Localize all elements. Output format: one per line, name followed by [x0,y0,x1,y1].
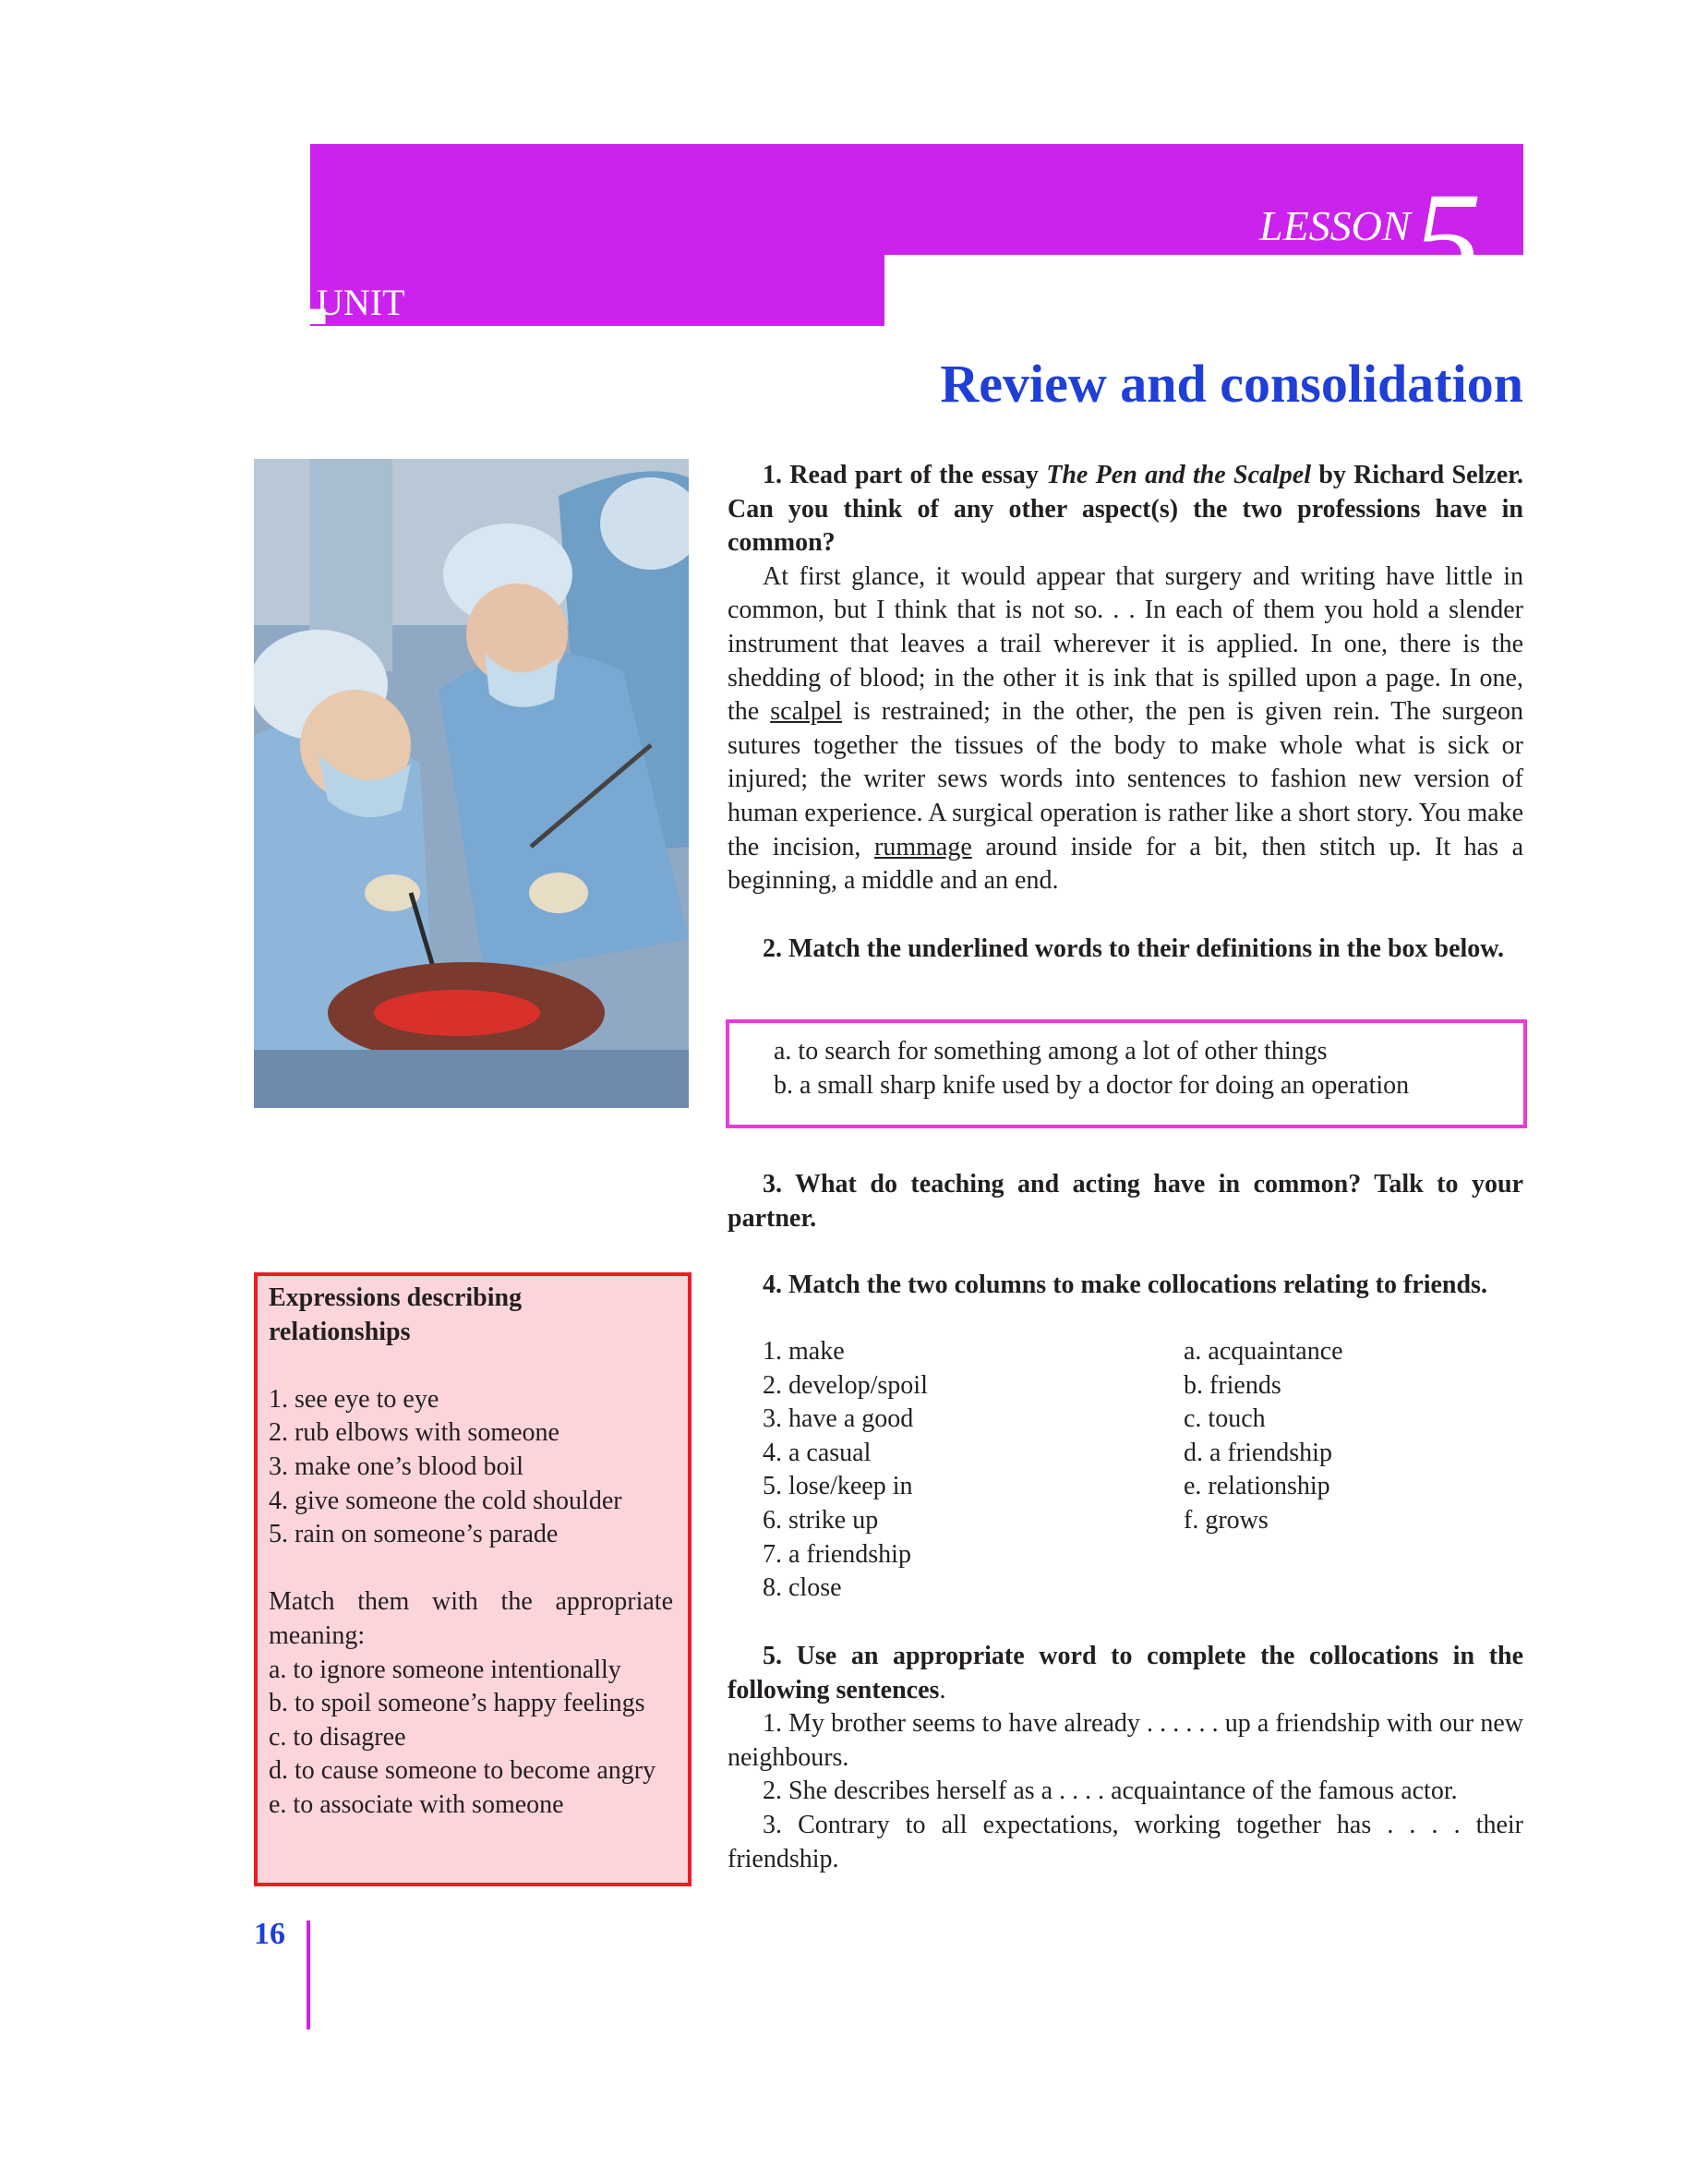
collocation-item: 3. have a good [763,1404,914,1434]
collocation-item: 8. close [763,1573,842,1603]
meaning-item: b. to spoil someone’s happy feelings [269,1689,645,1718]
sentence-item: 1. My brother seems to have already . . . . . . up a friendship with our new neighbours. [728,1709,1523,1772]
meaning-item: a. to ignore someone intentionally [269,1655,621,1684]
collocation-item: 6. strike up [763,1505,879,1535]
sentence-item: 3. Contrary to all expectations, working together has . . . . their friendship. [728,1810,1523,1873]
collocation-item: d. a friendship [1184,1438,1332,1467]
collocation-item: 7. a friendship [763,1539,911,1569]
meaning-item: d. to cause someone to become angry [269,1756,656,1786]
lesson-label: LESSON [1259,202,1411,249]
collocation-left-column [763,1335,928,1606]
collocation-item: 2. develop/spoil [763,1370,928,1400]
excerpt-text: around inside for a bit, then stitch up. It has a beginning, a middle and an end. [728,832,1524,896]
exercise-5-prompt [728,1640,1523,1707]
exercise-5 [728,1640,1523,1876]
unit-label: UNIT [317,282,405,323]
collocation-item: a. acquaintance [1184,1337,1343,1366]
collocation-item: b. friends [1184,1370,1281,1400]
definition-item: b. a small sharp knife used by a doctor for doing an operation [774,1070,1410,1100]
page-title: Review and consolidation [940,354,1523,414]
expression-item: 5. rain on someone’s parade [269,1520,559,1549]
essay-excerpt [728,560,1523,898]
exercise-1-prompt [728,459,1523,560]
underlined-word-scalpel: scalpel [770,697,843,727]
expression-item: 3. make one’s blood boil [269,1451,524,1481]
expressions-heading: Expressions describing relationships [269,1283,523,1346]
expression-item: 2. rub elbows with someone [269,1418,559,1448]
prompt-text: 1. Read part of the essay [763,461,1047,489]
page-number: 16 [254,1917,285,1951]
expressions-match-prompt: Match them with the appropriate meaning: [269,1587,673,1650]
exercise-2-prompt: 2. Match the underlined words to their definitions in the box below. [763,934,1504,963]
expression-item: 4. give someone the cold shoulder [269,1486,622,1515]
definition-item: a. to search for something among a lot of other things [774,1037,1328,1066]
collocation-item: 4. a casual [763,1438,872,1467]
page-rule [307,1921,310,2029]
sentence-item: 2. She describes herself as a . . . . acquaintance of the famous actor. [763,1777,1458,1806]
excerpt-text: is restrained; in the other, the pen is given rein. The surgeon sutures together the tissues of the body to make whole what is sick or injured; the writer sews words into sentences to fashion new version of human experience. A surgical operation is rather like a short story. You make the incision, [728,697,1523,861]
exercise-2 [728,933,1523,967]
expressions-content [269,1282,673,1823]
surgery-photo [254,459,689,1108]
exercise-3-prompt: 3. What do teaching and acting have in common? Talk to your partner. [728,1170,1523,1233]
essay-title: The Pen and the Scalpel [1046,461,1312,489]
collocation-item: 5. lose/keep in [763,1472,913,1501]
exercise-1 [728,459,1523,898]
collocation-item: c. touch [1184,1404,1266,1434]
unit-number: 1 [247,190,326,355]
collocation-right-column [1184,1335,1343,1538]
expression-item: 1. see eye to eye [269,1384,439,1414]
exercise-3 [728,1168,1523,1235]
prompt-text: by Richard Selzer. Can you think of any other aspect(s) the two professions have in common? [728,461,1523,558]
collocation-item: f. grows [1184,1505,1269,1535]
collocation-item: e. relationship [1184,1472,1330,1501]
collocation-item: 1. make [763,1337,845,1366]
prompt-text: 5. Use an appropriate word to complete the collocations in the following sentences [728,1642,1523,1704]
underlined-word-rummage: rummage [874,832,972,861]
prompt-text: . [939,1675,946,1704]
lesson-number: 5 [1413,164,1482,318]
exercise-4 [728,1269,1523,1303]
meaning-item: e. to associate with someone [269,1789,564,1819]
definitions-list [774,1035,1409,1102]
meaning-item: c. to disagree [269,1722,406,1752]
exercise-4-prompt: 4. Match the two columns to make collocations relating to friends. [763,1271,1487,1299]
excerpt-text: At first glance, it would appear that surgery and writing have little in common, but I think that is not so. . . In each of them you hold a slender instrument that leaves a trail wherever it is applied. In one, there is the shedding of blood; in the other it is ink that is spilled upon a page. In one, the [728,561,1523,727]
